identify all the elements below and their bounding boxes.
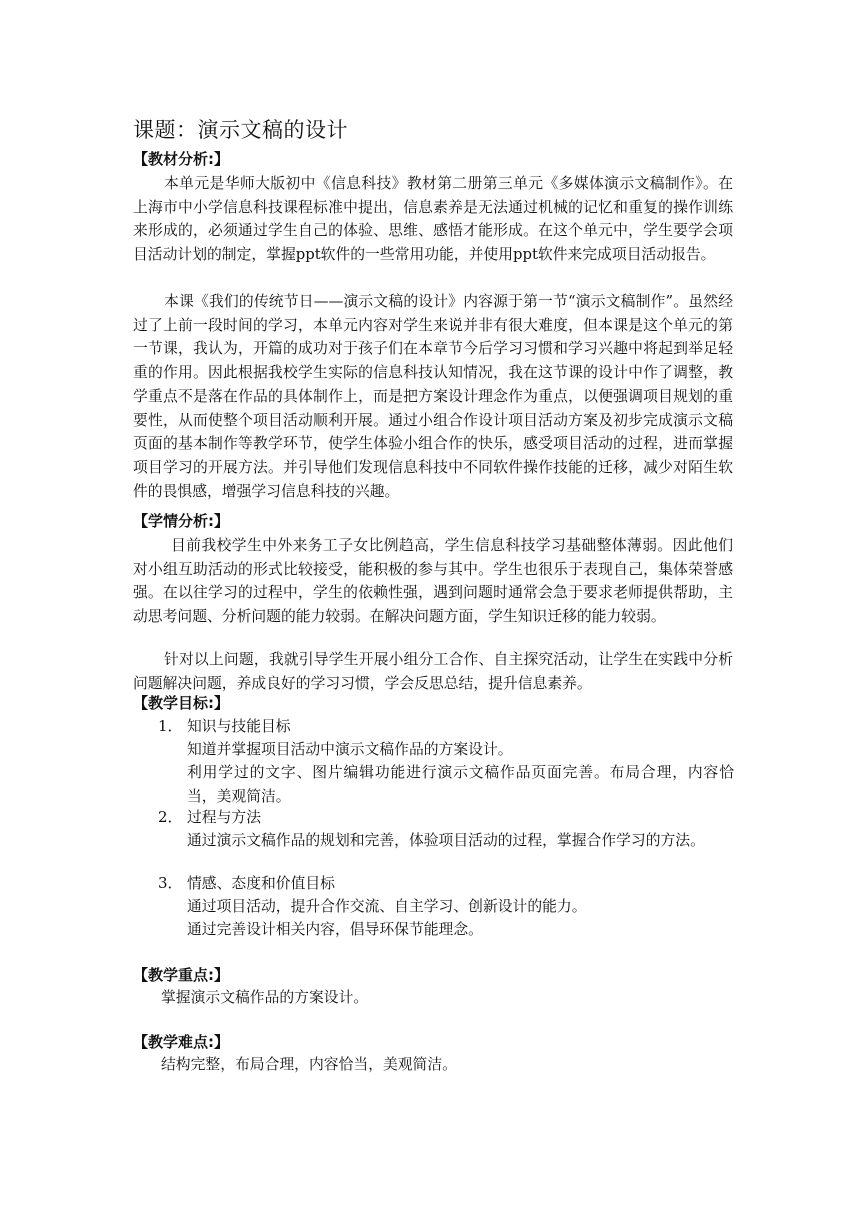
teaching-goals-heading: 【教学目标:】 <box>133 694 229 712</box>
goal-3-number: 3． <box>158 874 183 892</box>
material-analysis-paragraph-2: 本课《我们的传统节日——演示文稿的设计》内容源于第一节“演示文稿制作”。虽然经过了上前一段时间的学习，本单元内容对学生来说并非有很大难度，但本课是这个单元的第一节课，我认为，开篇的成功对于孩子们在本章节今后学习习惯和学习兴趣中将起到举足轻重的作用。因此根据我校学生实际的信息科技认知情况，我在这节课的设计中作了调整，教学重点不是落在作品的具体制作上，而是把方案设计理念作为重点，以便强调项目规划的重要性，从而使整个项目活动顺利开展。通过小组合作设计项目活动方案及初步完成演示文稿页面的基本制作等教学环节，使学生体验小组合作的快乐，感受项目活动的过程，进而掌握项目学习的开展方法。并引导他们发现信息科技中不同软件操作技能的迁移，减少对陌生软件的畏惧感，增强学习信息科技的兴趣。 <box>133 293 733 500</box>
goal-2-label: 过程与方法 <box>187 809 261 826</box>
difficulty-text: 结构完整，布局合理，内容恰当，美观简洁。 <box>161 1056 457 1073</box>
goal-1-label: 知识与技能目标 <box>187 718 291 735</box>
goal-2-number: 2． <box>158 808 183 826</box>
key-point-heading: 【教学重点:】 <box>133 966 229 984</box>
material-analysis-heading: 【教材分析:】 <box>133 150 229 168</box>
goal-3-line-1: 通过项目活动，提升合作交流、自主学习、创新设计的能力。 <box>187 898 587 915</box>
goal-1-line-1: 知道并掌握项目活动中演示文稿作品的方案设计。 <box>187 741 513 758</box>
key-point-text: 掌握演示文稿作品的方案设计。 <box>161 989 369 1006</box>
student-analysis-heading: 【学情分析:】 <box>133 512 229 530</box>
difficulty-heading: 【教学难点:】 <box>133 1033 229 1051</box>
material-analysis-paragraph-1: 本单元是华师大版初中《信息科技》教材第二册第三单元《多媒体演示文稿制作》。在上海市中小学信息科技课程标准中提出，信息素养是无法通过机械的记忆和重复的操作训练来形成的，必须通过学生自己的体验、思维、感悟才能形成。在这个单元中，学生要学会项目活动计划的制定，掌握ppt软件的一些常用功能，并使用ppt软件来完成项目活动报告。 <box>133 175 733 264</box>
goal-3-line-2: 通过完善设计相关内容，倡导环保节能理念。 <box>187 921 483 938</box>
goal-2-line-1: 通过演示文稿作品的规划和完善，体验项目活动的过程，掌握合作学习的方法。 <box>187 832 705 849</box>
page-title: 课题：演示文稿的设计 <box>133 118 348 142</box>
goal-1-number: 1． <box>158 717 183 735</box>
goal-1-line-2: 利用学过的文字、图片编辑功能进行演示文稿作品页面完善。布局合理，内容恰当，美观简洁。 <box>187 764 734 805</box>
goal-3-label: 情感、态度和价值目标 <box>187 875 335 892</box>
student-analysis-paragraph-1: 目前我校学生中外来务工子女比例趋高，学生信息科技学习基础整体薄弱。因此他们对小组互助活动的形式比较接受，能积极的参与其中。学生也很乐于表现自己，集体荣誉感强。在以往学习的过程中，学生的依赖性强，遇到问题时通常会急于要求老师提供帮助，主动思考问题、分析问题的能力较弱。在解决问题方面，学生知识迁移的能力较弱。 <box>133 537 733 626</box>
student-analysis-paragraph-2: 针对以上问题，我就引导学生开展小组分工合作、自主探究活动，让学生在实践中分析问题解决问题，养成良好的学习习惯，学会反思总结，提升信息素养。 <box>133 651 733 692</box>
